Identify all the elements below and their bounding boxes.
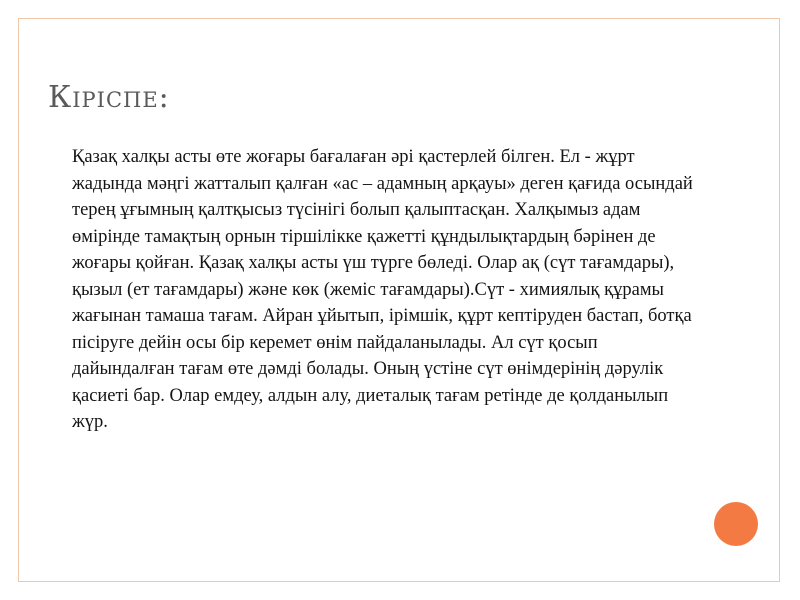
slide-content — [42, 144, 702, 436]
accent-circle-icon — [714, 502, 758, 546]
slide-title: Кіріспе: — [48, 80, 170, 115]
body-paragraph: Қазақ халқы асты өте жоғары бағалаған әрі қастерлей білген. Ел - жұрт жадында мәңгі жатталып қалған «ас – адамның арқауы» деген қағида осындай терең ұғымның қалтқысыз түсінігі болып қалыптасқан. Халқымыз адам өмірінде тамақтың орнын тіршілікке қажетті құндылықтардың бәрінен де жоғары қойған. Қазақ халқы асты үш түрге бөледі. Олар ақ (сүт тағамдары), қызыл (ет тағамдары) және көк (жеміс тағамдары).Сүт - химиялық құрамы жағынан тамаша тағам. Айран ұйытып, ірімшік, құрт кептіруден бастап, ботқа пісіруге дейін осы бір керемет өнім пайдаланылады. Ал сүт қосып дайындалған тағам өте дәмді болады. Оның үстіне сүт өнімдерінің дәрулік қасиеті бар. Олар емдеу, алдын алу, диеталық тағам ретінде де қолданылып жүр. — [72, 147, 693, 432]
